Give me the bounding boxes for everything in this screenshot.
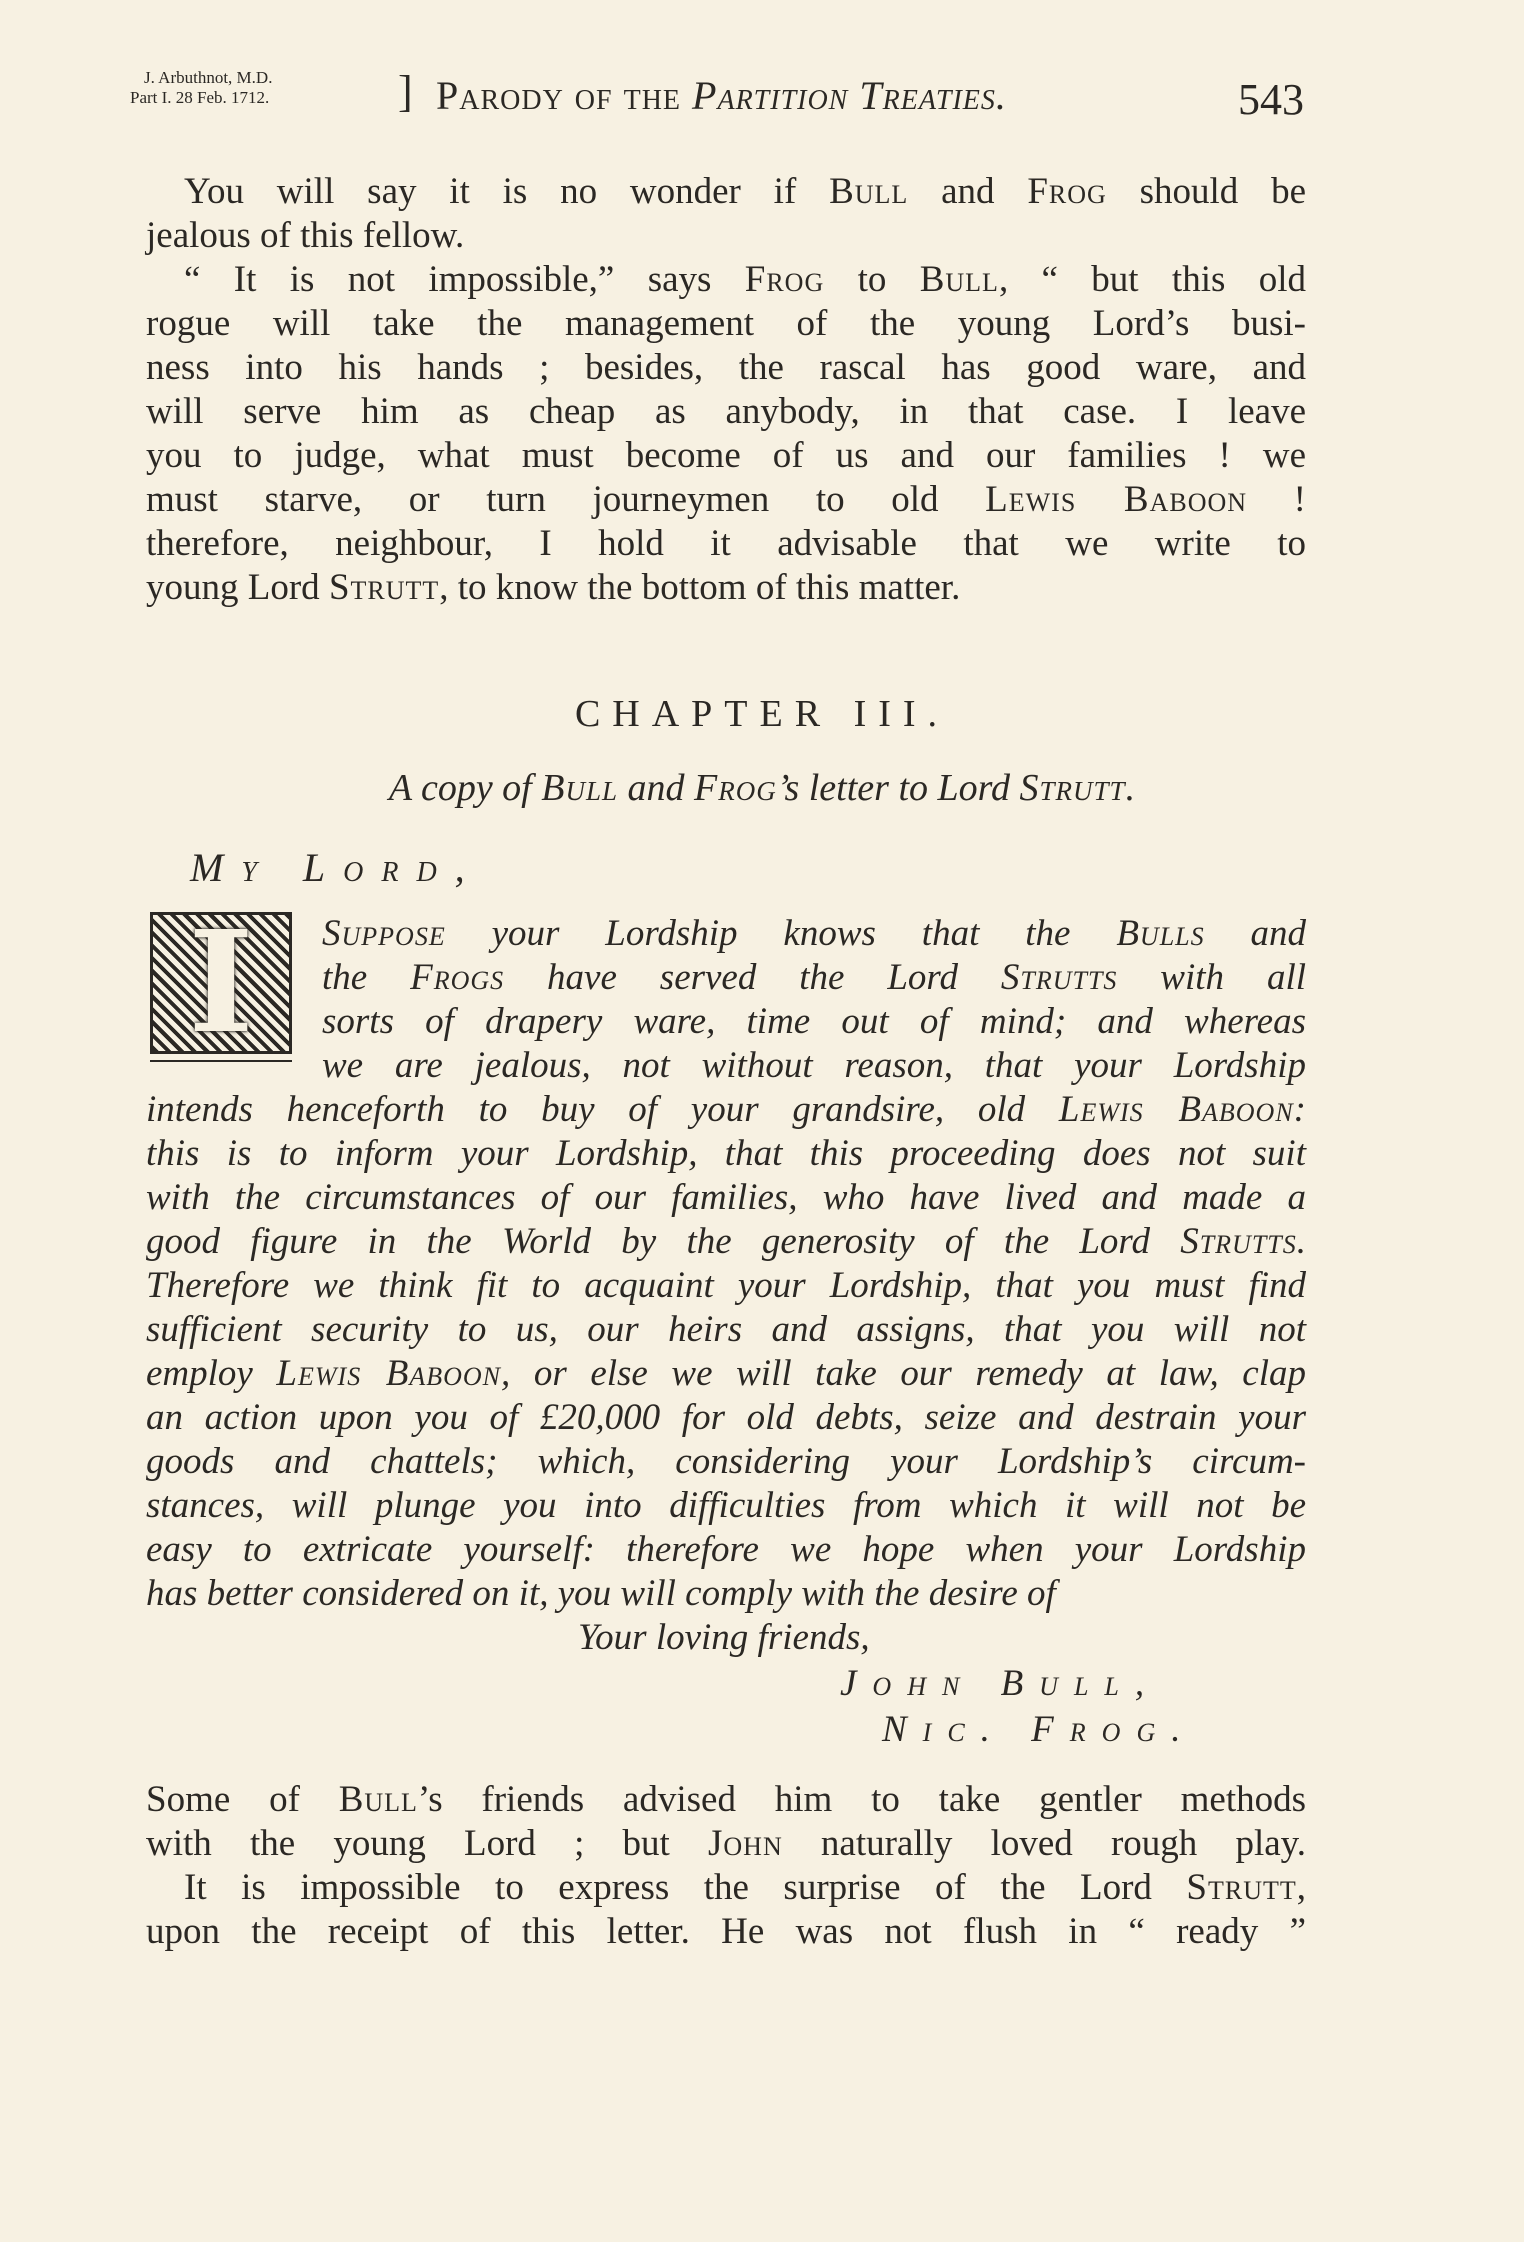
text-line: this is to inform your Lordship, that this proceeding does not suit <box>146 1133 1306 1174</box>
text-line: good figure in the World by the generosity of the Lord Strutts. <box>146 1221 1306 1262</box>
text-line: employ Lewis Baboon, or else we will take our remedy at law, clap <box>146 1353 1306 1394</box>
text-line: will serve him as cheap as anybody, in that case. I leave <box>146 391 1306 432</box>
closing-text <box>146 1778 1306 1958</box>
text-line: You will say it is no wonder if Bull and Frog should be <box>184 171 1306 212</box>
letter-closing: Your loving friends, <box>578 1617 870 1658</box>
ornamental-dropcap <box>150 912 292 1054</box>
text-line: It is impossible to express the surprise of the Lord Strutt, <box>184 1867 1306 1908</box>
header-author-note <box>130 68 272 108</box>
dropcap-letter: I <box>188 912 254 1054</box>
signature-nic-frog: Nic. Frog. <box>882 1709 1197 1750</box>
header-title <box>436 72 1007 120</box>
header-title-italic: Partition Treaties. <box>692 73 1007 118</box>
header-author: J. Arbuthnot, M.D. <box>144 68 273 87</box>
signature-john-bull: John Bull, <box>840 1663 1161 1704</box>
text-line: sorts of drapery ware, time out of mind; and whereas <box>322 1001 1306 1042</box>
page-number: 543 <box>1238 75 1304 124</box>
opening-text <box>146 170 1306 620</box>
text-line: Some of Bull’s friends advised him to take gentler methods <box>146 1779 1306 1820</box>
text-line: with the young Lord ; but John naturally loved rough play. <box>146 1823 1306 1864</box>
chapter-heading: CHAPTER III. <box>574 693 950 735</box>
text-line: young Lord Strutt, to know the bottom of this matter. <box>146 567 961 608</box>
header-bracket: ] <box>398 67 413 116</box>
text-line: ness into his hands ; besides, the rascal has good ware, and <box>146 347 1306 388</box>
text-line: Therefore we think fit to acquaint your Lordship, that you must find <box>146 1265 1306 1306</box>
dropcap-rule <box>150 1060 292 1062</box>
letter-salutation: My Lord, <box>190 845 483 890</box>
text-line: the Frogs have served the Lord Strutts with all <box>322 957 1306 998</box>
text-line: an action upon you of £20,000 for old debts, seize and destrain your <box>146 1397 1306 1438</box>
text-line: therefore, neighbour, I hold it advisable that we write to <box>146 523 1306 564</box>
text-line: must starve, or turn journeymen to old Lewis Baboon ! <box>146 479 1306 520</box>
header-date: Part I. 28 Feb. 1712. <box>130 88 270 107</box>
text-line: goods and chattels; which, considering your Lordship’s circum- <box>146 1441 1306 1482</box>
text-line: easy to extricate yourself: therefore we hope when your Lordship <box>146 1529 1306 1570</box>
text-line: “ It is not impossible,” says Frog to Bull, “ but this old <box>184 259 1306 300</box>
running-header <box>130 60 1330 130</box>
text-line: rogue will take the management of the young Lord’s busi- <box>146 303 1306 344</box>
text-line: with the circumstances of our families, who have lived and made a <box>146 1177 1306 1218</box>
header-title-prefix: Parody of the <box>436 73 693 118</box>
text-line: intends henceforth to buy of your grandsire, old Lewis Baboon: <box>146 1089 1306 1130</box>
text-line: we are jealous, not without reason, that your Lordship <box>322 1045 1306 1086</box>
text-line: stances, will plunge you into difficulties from which it will not be <box>146 1485 1306 1526</box>
chapter-subtitle: A copy of Bull and Frog’s letter to Lord Strutt. <box>388 767 1136 809</box>
text-line: you to judge, what must become of us and our families ! we <box>146 435 1306 476</box>
text-line: jealous of this fellow. <box>146 215 465 256</box>
text-line: sufficient security to us, our heirs and assigns, that you will not <box>146 1309 1306 1350</box>
text-line: upon the receipt of this letter. He was not flush in “ ready ” <box>146 1911 1306 1952</box>
text-line: Suppose your Lordship knows that the Bulls and <box>322 913 1306 954</box>
text-line: has better considered on it, you will comply with the desire of <box>146 1573 1056 1614</box>
